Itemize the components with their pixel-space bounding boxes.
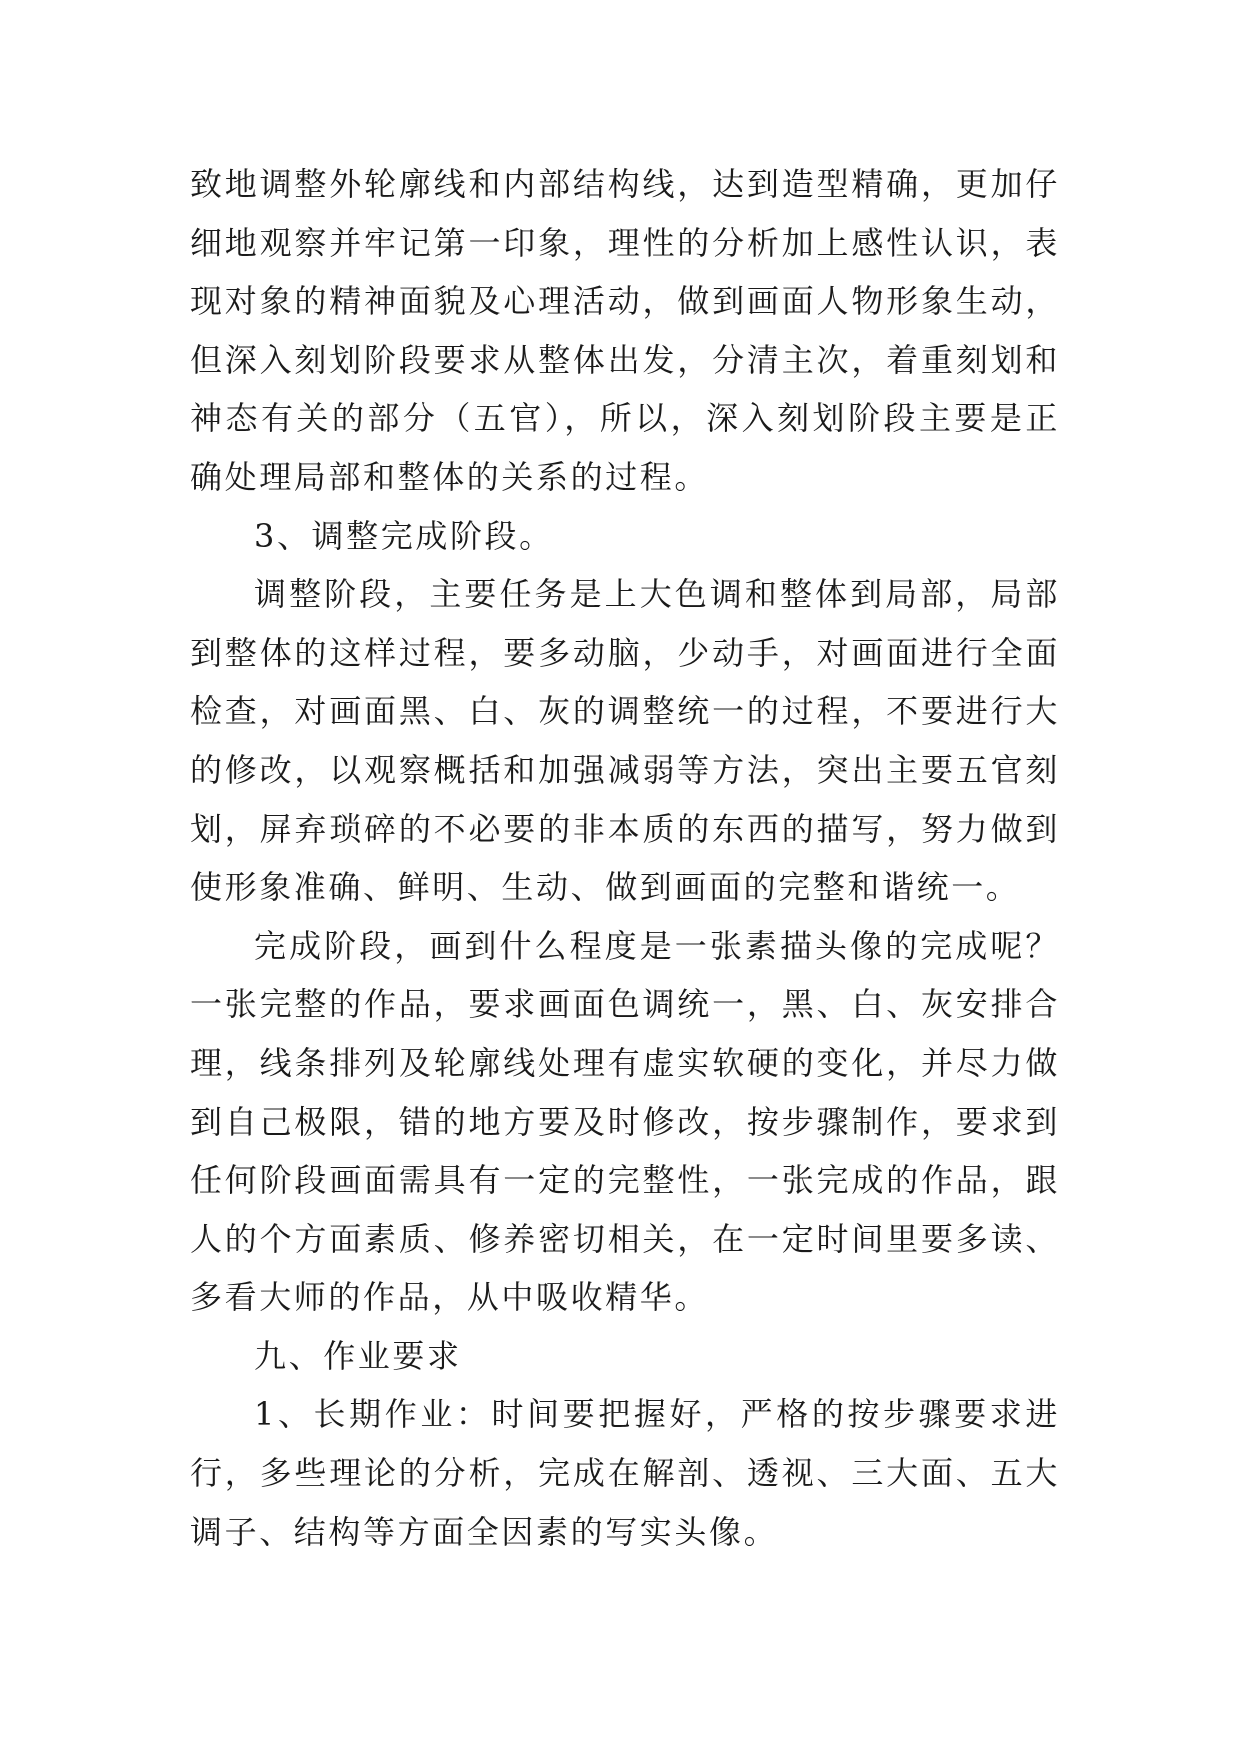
paragraph-continuation: 致地调整外轮廓线和内部结构线，达到造型精确，更加仔细地观察并牢记第一印象，理性的分析加上感性认识，表现对象的精神面貌及心理活动，做到画面人物形象生动，但深入刻划阶段要求从整体出发，分清主次，着重刻划和神态有关的部分（五官），所以，深入刻划阶段主要是正确处理局部和整体的关系的过程。 (190, 165, 1060, 496)
paragraph-long-term-homework: 1、长期作业：时间要把握好，严格的按步骤要求进行，多些理论的分析，完成在解剖、透视、三大面、五大调子、结构等方面全因素的写实头像。 (190, 1395, 1060, 1551)
heading-homework-requirements: 九、作业要求 (254, 1336, 462, 1375)
heading-adjust-complete-stage: 3、调整完成阶段。 (254, 516, 554, 555)
paragraph-adjust-stage: 调整阶段，主要任务是上大色调和整体到局部，局部到整体的这样过程，要多动脑，少动手，对画面进行全面检查，对画面黑、白、灰的调整统一的过程，不要进行大的修改，以观察概括和加强减弱等方法，突出主要五官刻划，屏弃琐碎的不必要的非本质的东西的描写，努力做到使形象准确、鲜明、生动、做到画面的完整和谐统一。 (190, 575, 1060, 907)
paragraph-complete-stage: 完成阶段，画到什么程度是一张素描头像的完成呢？一张完整的作品，要求画面色调统一，黑、白、灰安排合理，线条排列及轮廓线处理有虚实软硬的变化，并尽力做到自己极限，错的地方要及时修改，按步骤制作，要求到任何阶段画面需具有一定的完整性，一张完成的作品，跟人的个方面素质、修养密切相关，在一定时间里要多读、多看大师的作品，从中吸收精华。 (190, 926, 1060, 1317)
document-body (190, 155, 1060, 1561)
